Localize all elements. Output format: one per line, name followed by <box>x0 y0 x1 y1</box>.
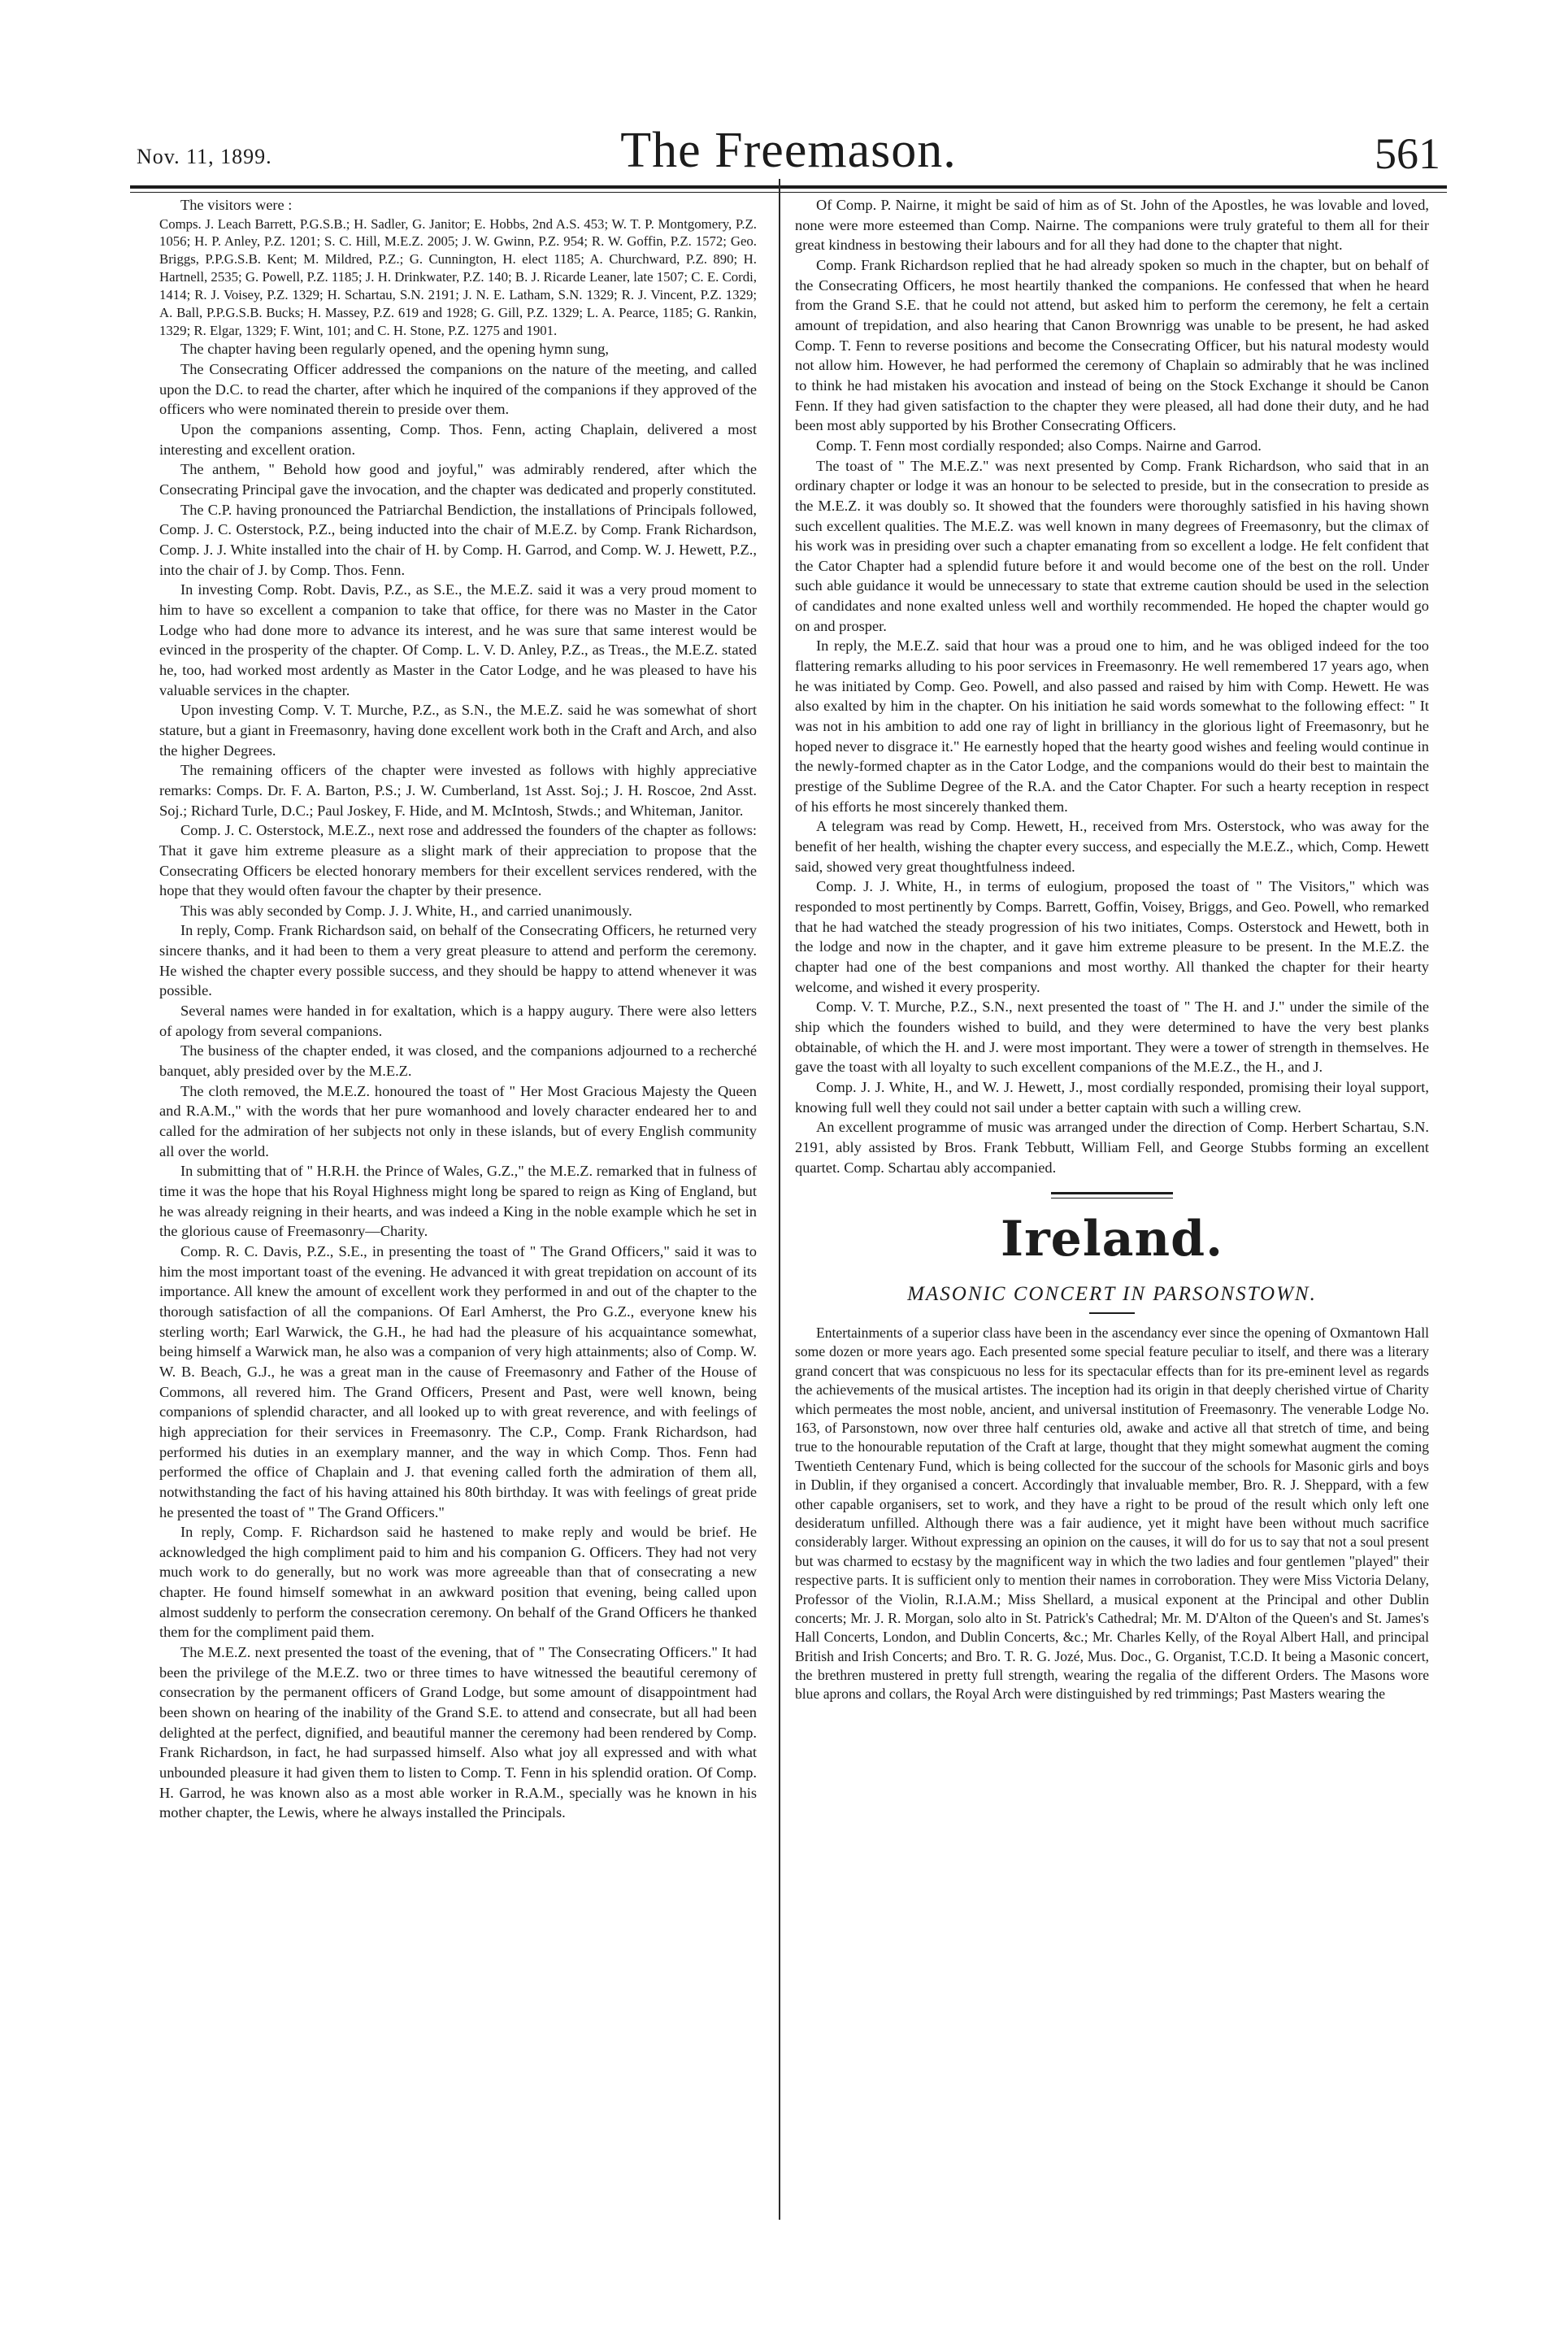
paragraph: Of Comp. P. Nairne, it might be said of him as of St. John of the Apostles, he was lovable and loved, none were more esteemed than Comp. Nairne. The companions were truly grateful to them all for their great kindness in bestowing their labours and for all they had done to the chapter that night. <box>795 197 1429 254</box>
paragraph: The chapter having been regularly opened, and the opening hymn sung, <box>180 341 610 358</box>
paragraph: Several names were handed in for exaltation, which is a happy augury. There were also letters of apology from several companions. <box>159 1003 757 1039</box>
paragraph: Upon the companions assenting, Comp. Thos. Fenn, acting Chaplain, delivered a most interesting and excellent oration. <box>159 421 757 458</box>
paragraph: Comp. J. C. Osterstock, M.E.Z., next rose and addressed the founders of the chapter as follows: That it gave him extreme pleasure as a slight mark of their appreciation to propose that the Consecrating Officers be elected honorary members for their excellent services rendered, with the hope that they would often favour the chapter by their presence. <box>159 822 757 899</box>
paragraph: Comp. V. T. Murche, P.Z., S.N., next presented the toast of " The H. and J." under the simile of the ship which the founders wished to build, and they were determined to have the very best planks obtainable, of which the H. and J. were most important. They were a tower of strength in themselves. He gave the toast with all loyalty to such excellent companions of the M.E.Z., the H., and J. <box>795 998 1429 1076</box>
header-rule-thin <box>130 192 1447 193</box>
paragraph: The business of the chapter ended, it was closed, and the companions adjourned to a recherché banquet, ably presided over by the M.E.Z. <box>159 1042 757 1080</box>
paragraph: In reply, the M.E.Z. said that hour was a proud one to him, and he was obliged indeed for the too flattering remarks alluding to his poor services in Freemasonry. He well remembered 17 years ago, when he was initiated by Comp. Geo. Powell, and also passed and raised by him with Comp. Hewett. He was also exalted by him in the chapter. On his initiation he said words somewhat to the following effect: " It was not in his ambition to add one ray of light in brilliancy in the glorious light of Freemasonry, but he hoped never to disgrace it." He earnestly hoped that the hearty good wishes and feeling would continue in the newly-formed chapter as in the Cator Lodge, and the companions would do their best to maintain the prestige of the Sublime Degree of the R.A. and the Cator Chapter. For such a hearty reception in respect of his efforts he most sincerely thanked them. <box>795 637 1429 815</box>
ireland-article-text: Entertainments of a superior class have been in the ascendancy ever since the opening of Oxmantown Hall some dozen or more years ago. Each presented some special feature peculiar to itself, and there was a literary grand concert that was conspicuous no less for its spectacular effects than for its pre-eminent level as regards the achievements of the musical artistes. The inception had its origin in that deeply cherished virtue of Charity which permeates the most noble, ancient, and universal institution of Freemasonry. The venerable Lodge No. 163, of Parsonstown, now over three half centuries old, awake and active all that stretch of time, and being true to the honourable reputation of the Craft at large, thought that they might somewhat augment the coming Twentieth Centenary Fund, which is being collected for the succour of the schools for Masonic girls and boys in Dublin, if they organised a concert. Accordingly that invaluable member, Bro. R. J. Sheppard, with a few other capable organisers, set to work, and they have a right to be proud of the result which only left one desideratum unfilled. Although there was a fair audience, yet it might have been without much sacrifice considerably larger. Without expressing an opinion on the causes, it will do for us to say that not a soul present but was charmed to ecstasy by the magnificent way in which the two ladies and four gentlemen "played" their respective parts. It is sufficient only to mention their names in corroboration. They were Miss Victoria Delany, Professor of the Violin, R.I.A.M.; Miss Shellard, a musical exponent at the Principal and other Dublin concerts; Mr. J. R. Morgan, solo alto in St. Patrick's Cathedral; Mr. M. D'Alton of the Queen's and St. James's Hall Concerts, London, and Dublin Concerts, &c.; Mr. Charles Kelly, of the Royal Albert Hall, and principal British and Irish Concerts; and Bro. T. R. G. Jozé, Mus. Doc., G. Organist, T.C.D. It being a Masonic concert, the brethren mustered in pretty full strength, wearing the regalia of the different Orders. The Masons wore blue aprons and collars, the Royal Arch were distinguished by red trimmings; Past Masters wearing the <box>795 1325 1429 1703</box>
visitors-intro: The visitors were : <box>180 197 293 213</box>
paragraph: The C.P. having pronounced the Patriarchal Bendiction, the installations of Principals followed, Comp. J. C. Osterstock, P.Z., being inducted into the chair of M.E.Z. by Comp. Frank Richardson, Comp. J. J. White installed into the chair of H. by Comp. H. Garrod, and Comp. W. J. Hewett, P.Z., into the chair of J. by Comp. Thos. Fenn. <box>159 501 757 578</box>
paragraph: The M.E.Z. next presented the toast of the evening, that of " The Consecrating Officers." It had been the privilege of the M.E.Z. two or three times to have witnessed the beautiful ceremony of consecration by the permanent officers of Grand Lodge, but some amount of disappointment had been shown on hearing of the inability of the Grand S.E. to attend and consecrate, but all had been delighted at the perfect, dignified, and beautiful manner the ceremony had been rendered by Comp. Frank Richardson, in fact, he had surpassed himself. Also what joy all expressed and with what unbounded pleasure it had given them to listen to Comp. T. Fenn in his splendid oration. Of Comp. H. Garrod, he was known also as a most able worker in R.A.M., specially was he known in his mother chapter, the Lewis, where he always installed the Principals. <box>159 1644 757 1821</box>
visitors-list: Comps. J. Leach Barrett, P.G.S.B.; H. Sadler, G. Janitor; E. Hobbs, 2nd A.S. 453; W. T. P. Montgomery, P.Z. 1056; H. P. Anley, P.Z. 1201; S. C. Hill, M.E.Z. 2005; J. W. Gwinn, P.Z. 954; R. W. Goffin, P.Z. 1572; Geo. Briggs, P.P.G.S.B. Kent; M. Mildred, P.Z.; G. Cunnington, H. elect 1185; A. Churchward, P.Z. 890; H. Hartnell, 2535; G. Powell, P.Z. 1185; J. H. Drinkwater, P.Z. 140; B. J. Ricarde Leaner, late 1507; C. E. Cordi, 1414; R. J. Voisey, P.Z. 1329; H. Schartau, S.N. 2191; J. N. E. Latham, S.N. 1329; R. J. Vincent, P.Z. 1329; A. Ball, P.P.G.S.B. Bucks; H. Massey, P.Z. 619 and 1928; G. Gill, P.Z. 1329; L. A. Pearce, 1185; G. Rankin, 1329; R. Elgar, 1329; F. Wint, 101; and C. H. Stone, P.Z. 1275 and 1901. <box>159 215 757 338</box>
section-rule-thick <box>1051 1192 1173 1194</box>
paragraph: In reply, Comp. Frank Richardson said, on behalf of the Consecrating Officers, he returned very sincere thanks, and it had been to them a very great pleasure to attend and perform the ceremony. He wished the chapter every possible success, and they should be happy to attend whenever it was possible. <box>159 922 757 999</box>
article-subtitle: MASONIC CONCERT IN PARSONSTOWN. <box>907 1282 1317 1305</box>
paragraph: The cloth removed, the M.E.Z. honoured the toast of " Her Most Gracious Majesty the Queen and R.A.M.," with the words that her pure womanhood and lovely character endeared her to and called for the admiration of her subjects not only in these islands, but of every English community all over the world. <box>159 1082 757 1159</box>
paragraph: In submitting that of " H.R.H. the Prince of Wales, G.Z.," the M.E.Z. remarked that in fulness of time it was the hope that his Royal Highness might long be spared to reign as King of England, but he was already reigning in their hearts, and was indeed a King in the noble example which he set in the glorious cause of Freemasonry—Charity. <box>159 1163 757 1240</box>
paragraph: Comp. Frank Richardson replied that he had already spoken so much in the chapter, but on behalf of the Consecrating Officers, he most heartily thanked the companions. He confessed that when he heard from the Grand S.E. that he could not attend, but asked him to perform the ceremony, he felt a certain amount of trepidation, and also hearing that Canon Brownrigg was unable to be present, he had asked Comp. T. Fenn to reverse positions and become the Consecrating Officer, but his natural modesty would not allow him. However, he had performed the ceremony of Chaplain so admirably that he was inclined to think he had mistaken his avocation and instead of being on the Stock Exchange it should be Canon Fenn. If they had given satisfaction to the chapter they were pleased, all had done their duty, and he had been most ably supported by his Brother Consecrating Officers. <box>795 256 1429 434</box>
page-number: 561 <box>1375 129 1440 178</box>
subtitle-rule <box>1089 1312 1135 1314</box>
page-header <box>130 114 1447 184</box>
column-divider <box>779 179 780 2220</box>
paragraph: The toast of " The M.E.Z." was next presented by Comp. Frank Richardson, who said that in an ordinary chapter or lodge it was an honour to be selected to preside, but in the consecration to preside as the M.E.Z. it was doubly so. It showed that the founders were thoroughly satisfied in his having shown such excellent qualities. The M.E.Z. was well known in many degrees of Freemasonry, but the climax of his work was in presiding over such a chapter emanating from so excellent a lodge. He felt confident that the Cator Chapter had a splendid future before it and would become one of the best on the roll. Under such able guidance it would be unnecessary to state that extreme caution should be used in the selection of candidates and none exalted unless well and worthily recommended. He hoped the chapter would go on and prosper. <box>795 457 1429 634</box>
left-column <box>159 195 757 1823</box>
paragraph: In investing Comp. Robt. Davis, P.Z., as S.E., the M.E.Z. said it was a very proud moment to him to have so excellent a companion to take that office, for there was no Master in the Cator Lodge who had done more to advance its interest, and he was sure that same interest would be evinced in the prosperity of the chapter. Of Comp. L. V. D. Anley, P.Z., as Treas., the M.E.Z. stated he, too, had worked most ardently as Master in the Cator Lodge, and he was pleased to have his valuable services in the chapter. <box>159 581 757 698</box>
issue-date: Nov. 11, 1899. <box>137 145 272 168</box>
paragraph: The Consecrating Officer addressed the companions on the nature of the meeting, and called upon the D.C. to read the charter, after which he inquired of the companions if they approved of the officers who were nominated therein to preside over them. <box>159 361 757 418</box>
paragraph: Comp. J. J. White, H., and W. J. Hewett, J., most cordially responded, promising their loyal support, knowing full well they could not sail under a better captain with such a willing crew. <box>795 1078 1429 1116</box>
paragraph: In reply, Comp. F. Richardson said he hastened to make reply and would be brief. He acknowledged the high compliment paid to him and his companion G. Officers. They had not very much work to do generally, but no work was more agreeable than that of consecrating a new chapter. He found himself somewhat in an awkward position that evening, being called upon almost suddenly to perform the consecration ceremony. On behalf of the Grand Officers he thanked them for the compliment paid them. <box>159 1524 757 1641</box>
paragraph: An excellent programme of music was arranged under the direction of Comp. Herbert Schartau, S.N. 2191, ably assisted by Bros. Frank Tebbutt, William Fell, and George Stubbs forming an excellent quartet. Comp. Schartau ably accompanied. <box>795 1119 1429 1176</box>
right-column <box>795 195 1429 1704</box>
paragraph: Comp. J. J. White, H., in terms of eulogium, proposed the toast of " The Visitors," which was responded to most pertinently by Comps. Barrett, Goffin, Voisey, Briggs, and Geo. Powell, who remarked that he had watched the steady progression of his two initiates, Comps. Osterstock and Hewett, both in the lodge and now in the chapter, and it gave him extreme pleasure to be present. In the M.E.Z. the chapter had one of the best companions and most worthy. All thanked the chapter for their hearty welcome, and wished it every prosperity. <box>795 878 1429 995</box>
paragraph: Upon investing Comp. V. T. Murche, P.Z., as S.N., the M.E.Z. said he was somewhat of short stature, but a giant in Freemasonry, having done excellent work both in the Craft and Arch, and also the higher Degrees. <box>159 702 757 759</box>
paragraph: A telegram was read by Comp. Hewett, H., received from Mrs. Osterstock, who was away for the benefit of her health, wishing the chapter every success, and especially the M.E.Z., which, Comp. Hewett said, showed very great thoughtfulness indeed. <box>795 818 1429 875</box>
section-title-ireland: Ireland. <box>1001 1211 1223 1268</box>
paragraph: This was ably seconded by Comp. J. J. White, H., and carried unanimously. <box>180 902 632 919</box>
paragraph: Comp. R. C. Davis, P.Z., S.E., in presenting the toast of " The Grand Officers," said it was to him the most important toast of the evening. He advanced it with great trepidation on account of its importance. All knew the amount of excellent work they performed in and out of the chapter to the thorough satisfaction of all the companions. Of Earl Amherst, the Pro G.Z., everyone knew his sterling worth; Earl Warwick, the G.H., he had had the pleasure of his acquaintance somewhat, being himself a Warwick man, he also was a companion of very high attainments; also of Comp. W. W. B. Beach, G.J., he was a great man in the cause of Freemasonry and Father of the House of Commons, all revered him. The Grand Officers, Present and Past, were well known, being companions of splendid character, and all looked up to with great reverence, and with feelings of high appreciation for their services in Freemasonry. The C.P., Comp. Frank Richardson, had performed his duties in an exemplary manner, and the way in which Comp. Thos. Fenn had performed the office of Chaplain and J. that evening called forth the admiration of them all, notwithstanding the fact of his having attained his 80th birthday. It was with feelings of great pride he presented the toast of " The Grand Officers." <box>159 1242 757 1520</box>
paragraph: The remaining officers of the chapter were invested as follows with highly appreciative remarks: Comps. Dr. F. A. Barton, P.S.; J. W. Cumberland, 1st Asst. Soj.; J. H. Roscoe, 2nd Asst. Soj.; Richard Turle, D.C.; Paul Joskey, F. Hide, and M. McIntosh, Stwds.; and Whiteman, Janitor. <box>159 762 757 819</box>
masthead-title: The Freemason. <box>620 123 957 178</box>
header-rule-thick <box>130 185 1447 189</box>
paragraph: Comp. T. Fenn most cordially responded; also Comps. Nairne and Garrod. <box>816 437 1262 454</box>
paragraph: The anthem, " Behold how good and joyful," was admirably rendered, after which the Consecrating Principal gave the invocation, and the chapter was dedicated and properly constituted. <box>159 461 757 498</box>
